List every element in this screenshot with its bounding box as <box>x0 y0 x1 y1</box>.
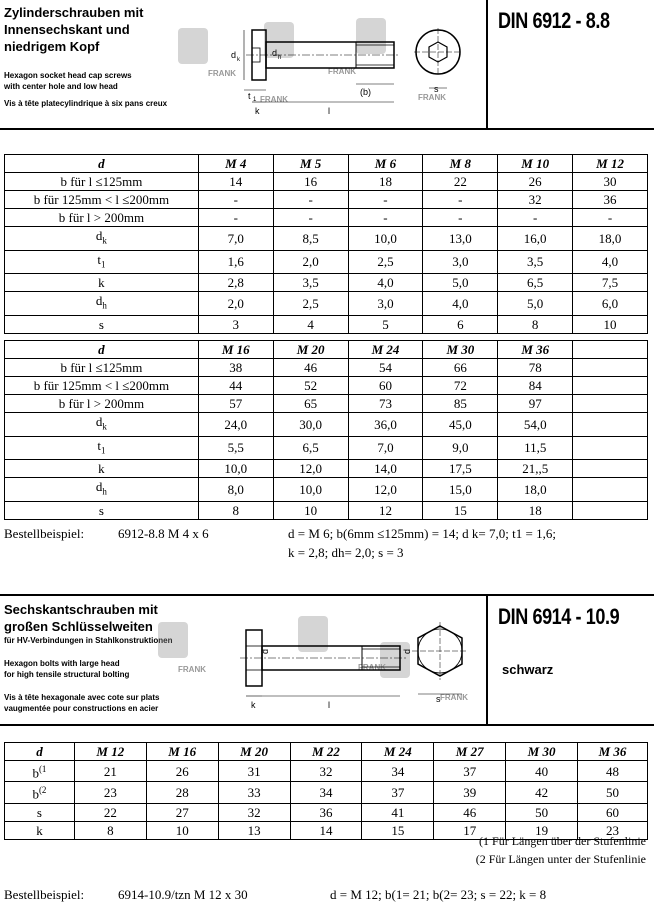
svg-text:l: l <box>328 106 330 116</box>
table-cell: 6,5 <box>273 436 348 460</box>
table-row <box>5 292 648 316</box>
row-label: b für l > 200mm <box>5 209 199 227</box>
header-cell-size: M 16 <box>146 743 218 761</box>
table-cell: 65 <box>273 395 348 413</box>
table-cell: 8 <box>498 315 573 333</box>
table-header-row <box>5 743 648 761</box>
table-cell: 44 <box>198 377 273 395</box>
table-cell: 10,0 <box>198 460 273 478</box>
table-cell: 10 <box>146 821 218 839</box>
header-din-6914 <box>0 594 654 726</box>
svg-text:k: k <box>251 700 256 710</box>
title2-en-line2: for high tensile structural bolting <box>4 670 130 679</box>
table-row <box>5 227 648 251</box>
svg-text:s: s <box>434 84 439 94</box>
table-cell: 22 <box>74 803 146 821</box>
svg-text:t: t <box>248 91 251 101</box>
table-cell: - <box>348 209 423 227</box>
table-row <box>5 803 648 821</box>
table-row <box>5 478 648 502</box>
frank-watermark-text-2: FRANK <box>328 67 356 76</box>
row-label: k <box>5 274 199 292</box>
header-title-panel-2 <box>0 596 488 724</box>
table-cell <box>573 436 648 460</box>
table-cell: 3,0 <box>348 292 423 316</box>
table-cell: 17,5 <box>423 460 498 478</box>
socket-cap-screw-drawing <box>156 6 482 118</box>
table-cell: 24,0 <box>198 413 273 437</box>
table-cell: 42 <box>506 782 578 803</box>
table-cell: 12 <box>348 501 423 519</box>
header-cell-size: M 24 <box>362 743 434 761</box>
table-row <box>5 377 648 395</box>
table-cell: 78 <box>498 359 573 377</box>
table-cell: 4 <box>273 315 348 333</box>
table-cell: 18,0 <box>573 227 648 251</box>
footnote-2: (2 Für Längen unter der Stufenlinie <box>475 852 646 866</box>
title2-en-line1: Hexagon bolts with large head <box>4 659 120 668</box>
table-cell: 6,5 <box>498 274 573 292</box>
table-row <box>5 413 648 437</box>
order-example-values: d = M 6; b(6mm ≤125mm) = 14; d k= 7,0; t1 = 1,6; <box>288 526 556 541</box>
header-cell-size: M 20 <box>218 743 290 761</box>
header-cell-size: M 36 <box>498 341 573 359</box>
table-cell: 7,0 <box>198 227 273 251</box>
header-cell-size: M 8 <box>423 155 498 173</box>
header-cell-size: M 27 <box>434 743 506 761</box>
header-title-panel <box>0 0 488 128</box>
title2-fr-line2: vaugmentée pour constructions en acier <box>4 704 159 713</box>
table-cell: 27 <box>146 803 218 821</box>
table-cell: 11,5 <box>498 436 573 460</box>
table-cell: 37 <box>362 782 434 803</box>
table-cell: 2,8 <box>198 274 273 292</box>
table-cell: 6 <box>423 315 498 333</box>
title-de-line3: niedrigem Kopf <box>4 39 100 54</box>
svg-text:k: k <box>255 106 260 116</box>
table-cell: - <box>198 191 273 209</box>
table-cell: - <box>423 209 498 227</box>
table-cell: 15,0 <box>423 478 498 502</box>
table-cell: - <box>348 191 423 209</box>
table-cell: 97 <box>498 395 573 413</box>
svg-text:s: s <box>436 694 441 704</box>
table-cell: - <box>423 191 498 209</box>
standard-number: DIN 6912 - 8.8 <box>498 8 610 33</box>
row-label: $t_1$ <box>5 436 199 460</box>
table-cell: 48 <box>578 761 648 782</box>
header-cell-size: M 22 <box>290 743 362 761</box>
row-label: $d_h$ <box>5 292 199 316</box>
table-row <box>5 250 648 274</box>
table-cell: 10 <box>573 315 648 333</box>
frank-logo-watermark <box>178 18 386 64</box>
svg-text:d: d <box>260 648 270 654</box>
frank-watermark-text-1: FRANK <box>208 69 236 78</box>
table-cell: 41 <box>362 803 434 821</box>
table-cell: 33 <box>218 782 290 803</box>
table-cell: 3 <box>198 315 273 333</box>
table-row <box>5 436 648 460</box>
table-cell <box>573 377 648 395</box>
row-label: $d_k$ <box>5 413 199 437</box>
finish-label: schwarz <box>502 662 554 677</box>
table-cell: 32 <box>290 761 362 782</box>
table-row <box>5 274 648 292</box>
row-label: b für l ≤125mm <box>5 359 199 377</box>
table-cell: - <box>198 209 273 227</box>
table-cell: 39 <box>434 782 506 803</box>
table-cell: 32 <box>218 803 290 821</box>
table-cell <box>573 501 648 519</box>
frank-watermark-text-6: FRANK <box>358 663 386 672</box>
table-cell: 26 <box>498 173 573 191</box>
table-cell: 16 <box>273 173 348 191</box>
header-cell-d: d <box>5 155 199 173</box>
row-label: $b^{(1}$ <box>5 761 75 782</box>
row-label: s <box>5 803 75 821</box>
table-cell: 23 <box>578 821 648 839</box>
dimension-table-small <box>4 154 648 334</box>
header-cell-size: M 5 <box>273 155 348 173</box>
table-cell: 23 <box>74 782 146 803</box>
table-row <box>5 460 648 478</box>
table-cell: 37 <box>434 761 506 782</box>
table-cell: 2,5 <box>273 292 348 316</box>
svg-text:k: k <box>237 57 240 63</box>
title2-de-line1: Sechskantschrauben mit <box>4 602 158 617</box>
row-label: b für l > 200mm <box>5 395 199 413</box>
row-label: $t_1$ <box>5 250 199 274</box>
table-cell: - <box>273 209 348 227</box>
table-cell: 19 <box>506 821 578 839</box>
table-cell: 10,0 <box>273 478 348 502</box>
table-cell: 18 <box>348 173 423 191</box>
header-cell-d: d <box>5 341 199 359</box>
row-label: k <box>5 821 75 839</box>
table-cell: 4,0 <box>423 292 498 316</box>
table-cell: 13,0 <box>423 227 498 251</box>
table-cell: 66 <box>423 359 498 377</box>
table-cell: 3,0 <box>423 250 498 274</box>
table-cell: 45,0 <box>423 413 498 437</box>
table-cell: 3,5 <box>273 274 348 292</box>
order-example-2-values: d = M 12; b(1= 21; b(2= 23; s = 22; k = 8 <box>330 887 547 902</box>
table-row <box>5 761 648 782</box>
svg-text:d: d <box>402 648 412 654</box>
table-row <box>5 209 648 227</box>
table-cell: - <box>573 209 648 227</box>
table-cell: 14,0 <box>348 460 423 478</box>
table-cell: 10,0 <box>348 227 423 251</box>
table-cell: 10 <box>273 501 348 519</box>
order-example-values-2: k = 2,8; dh= 2,0; s = 3 <box>288 545 404 560</box>
row-label: b für l ≤125mm <box>5 173 199 191</box>
table-header-row <box>5 155 648 173</box>
row-label: b für 125mm < l ≤200mm <box>5 191 199 209</box>
header-din-6912 <box>0 0 654 130</box>
frank-watermark-text-7: FRANK <box>440 693 468 702</box>
title-en-line2: with center hole and low head <box>4 82 118 91</box>
table-cell: 31 <box>218 761 290 782</box>
table-cell: 50 <box>578 782 648 803</box>
table-cell: - <box>273 191 348 209</box>
header-cell-size: M 36 <box>578 743 648 761</box>
table-cell: 5,5 <box>198 436 273 460</box>
table-cell: 7,5 <box>573 274 648 292</box>
frank-watermark-text-4: FRANK <box>260 95 288 104</box>
table-cell: 72 <box>423 377 498 395</box>
table-cell: 84 <box>498 377 573 395</box>
title-de-line2: Innensechskant und <box>4 22 130 37</box>
table-cell: 3,5 <box>498 250 573 274</box>
table-cell: 12,0 <box>273 460 348 478</box>
standard-panel <box>488 0 654 128</box>
table-cell: 15 <box>362 821 434 839</box>
table-cell: 15 <box>423 501 498 519</box>
header-cell-size: M 4 <box>198 155 273 173</box>
row-label: s <box>5 315 199 333</box>
table-cell: 16,0 <box>498 227 573 251</box>
standard-panel-2 <box>488 596 654 724</box>
table-cell: 8,5 <box>273 227 348 251</box>
table-cell: 22 <box>423 173 498 191</box>
table-cell <box>573 359 648 377</box>
table-cell: 38 <box>198 359 273 377</box>
row-label: $b^{(2}$ <box>5 782 75 803</box>
table-row <box>5 173 648 191</box>
table-cell: 21 <box>74 761 146 782</box>
table-cell: 7,0 <box>348 436 423 460</box>
table-cell: 8,0 <box>198 478 273 502</box>
svg-text:1: 1 <box>253 97 257 103</box>
title2-de-line2: großen Schlüsselweiten <box>4 619 153 634</box>
table-cell: 18 <box>498 501 573 519</box>
table-cell: 73 <box>348 395 423 413</box>
header-cell-d: d <box>5 743 75 761</box>
table-cell: 5,0 <box>423 274 498 292</box>
table-header-row <box>5 341 648 359</box>
table-cell: 60 <box>348 377 423 395</box>
hex-bolt-drawing <box>150 602 482 714</box>
table-cell: 6,0 <box>573 292 648 316</box>
dimension-table-hex-bolt <box>4 742 648 840</box>
table-cell: - <box>498 209 573 227</box>
header-cell-size <box>573 341 648 359</box>
table-row <box>5 782 648 803</box>
header-cell-size: M 6 <box>348 155 423 173</box>
table-cell: 32 <box>498 191 573 209</box>
table-row <box>5 501 648 519</box>
table-cell: 1,6 <box>198 250 273 274</box>
table-cell: 14 <box>290 821 362 839</box>
table-cell: 50 <box>506 803 578 821</box>
table-row <box>5 359 648 377</box>
table-cell: 14 <box>198 173 273 191</box>
header-cell-size: M 20 <box>273 341 348 359</box>
svg-text:d: d <box>272 48 278 58</box>
order-example-2-code: 6914-10.9/tzn M 12 x 30 <box>118 887 248 902</box>
table-cell <box>573 478 648 502</box>
table-cell: 36,0 <box>348 413 423 437</box>
title-fr: Vis à tête platecylindrique à six pans creux <box>4 99 168 108</box>
table-cell: 18,0 <box>498 478 573 502</box>
table-cell: 54,0 <box>498 413 573 437</box>
header-cell-size: M 30 <box>423 341 498 359</box>
table-cell: 8 <box>198 501 273 519</box>
svg-text:l: l <box>328 700 330 710</box>
header-cell-size: M 10 <box>498 155 573 173</box>
table-cell: 36 <box>573 191 648 209</box>
header-cell-size: M 30 <box>506 743 578 761</box>
table-cell: 46 <box>273 359 348 377</box>
table-cell: 5 <box>348 315 423 333</box>
order-example-code: 6912-8.8 M 4 x 6 <box>118 526 209 541</box>
row-label: k <box>5 460 199 478</box>
table-cell: 12,0 <box>348 478 423 502</box>
title-en-line1: Hexagon socket head cap screws <box>4 71 132 80</box>
table-cell: 2,0 <box>273 250 348 274</box>
table-cell: 40 <box>506 761 578 782</box>
table-cell: 9,0 <box>423 436 498 460</box>
table-cell: 34 <box>290 782 362 803</box>
footnote-1: (1 Für Längen über der Stufenlinie <box>479 834 646 848</box>
table-cell: 30,0 <box>273 413 348 437</box>
table-cell: 13 <box>218 821 290 839</box>
table-row <box>5 315 648 333</box>
row-label: $d_k$ <box>5 227 199 251</box>
table-row <box>5 191 648 209</box>
row-label: s <box>5 501 199 519</box>
header-cell-size: M 16 <box>198 341 273 359</box>
table-cell: 46 <box>434 803 506 821</box>
standard-number-2: DIN 6914 - 10.9 <box>498 604 620 629</box>
svg-text:d: d <box>231 50 237 60</box>
header-cell-size: M 24 <box>348 341 423 359</box>
table-cell: 54 <box>348 359 423 377</box>
dimension-table-large <box>4 340 648 520</box>
table-cell: 34 <box>362 761 434 782</box>
table-cell: 4,0 <box>573 250 648 274</box>
title2-sub: für HV-Verbindungen in Stahlkonstruktionen <box>4 636 173 645</box>
table-cell <box>573 413 648 437</box>
table-cell: 85 <box>423 395 498 413</box>
table-cell: 17 <box>434 821 506 839</box>
table-cell: 52 <box>273 377 348 395</box>
table-cell: 2,0 <box>198 292 273 316</box>
svg-text:h: h <box>278 55 282 61</box>
title-de-line1: Zylinderschrauben mit <box>4 5 144 20</box>
table-cell: 21,,5 <box>498 460 573 478</box>
table-cell: 57 <box>198 395 273 413</box>
table-cell: 4,0 <box>348 274 423 292</box>
table-cell <box>573 395 648 413</box>
row-label: $d_h$ <box>5 478 199 502</box>
table-cell <box>573 460 648 478</box>
table-cell: 30 <box>573 173 648 191</box>
table-row <box>5 395 648 413</box>
table-cell: 60 <box>578 803 648 821</box>
order-example-label: Bestellbeispiel: <box>4 526 85 541</box>
row-label: b für 125mm < l ≤200mm <box>5 377 199 395</box>
table-cell: 2,5 <box>348 250 423 274</box>
table-cell: 26 <box>146 761 218 782</box>
svg-text:(b): (b) <box>360 87 371 97</box>
header-cell-size: M 12 <box>74 743 146 761</box>
frank-watermark-text-5: FRANK <box>178 665 206 674</box>
order-example-2-label: Bestellbeispiel: <box>4 887 85 902</box>
table-cell: 28 <box>146 782 218 803</box>
frank-watermark-text-3: FRANK <box>418 93 446 102</box>
table-cell: 8 <box>74 821 146 839</box>
table-cell: 36 <box>290 803 362 821</box>
header-cell-size: M 12 <box>573 155 648 173</box>
title2-fr-line1: Vis à tête hexagonale avec cote sur plats <box>4 693 160 702</box>
table-cell: 5,0 <box>498 292 573 316</box>
